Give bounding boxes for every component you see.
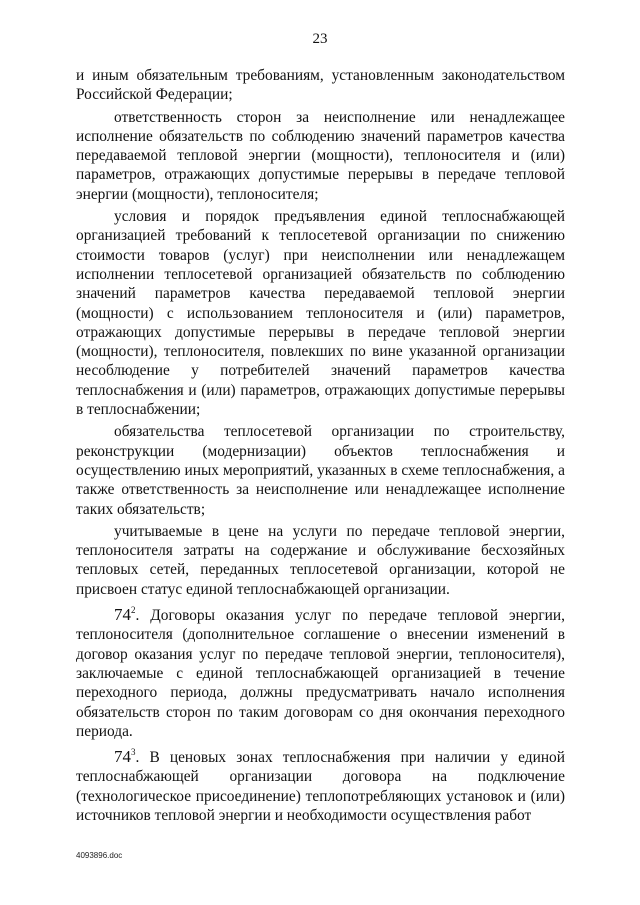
paragraph-conditions: условия и порядок предъявления единой теплоснабжающей организацией требований к теплосетевой организации по снижению стоимости товаров (услуг) при неисполнении или ненадлежащем исполнении теплосетевой организацией обязательств по соблюдению значений параметров качества передаваемой тепловой энергии (мощности) с использованием теплоносителя и (или) параметров, отражающих допустимые перерывы в передаче тепловой энергии (мощности), теплоносителя, повлекших по вине указанной организации несоблюдение у потребителей значений параметров качества теплоснабжения и (или) параметров, отражающих допустимые перерывы в теплоснабжении; — [76, 208, 565, 419]
clause-74-2-text: . Договоры оказания услуг по передаче тепловой энергии, теплоносителя (дополнительное соглашение о внесении изменений в договор оказания услуг по передаче тепловой энергии, теплоносителя), заключаемые с единой теплоснабжающей организацией в течение переходного периода, должны предусматривать начало исполнения обязательств сторон по таким договорам со дня окончания переходного периода. — [76, 607, 565, 740]
clause-74-3-text: . В ценовых зонах теплоснабжения при наличии у единой теплоснабжающей организации договора на подключение (технологическое присоединение) теплопотребляющих установок и (или) источников тепловой энергии и необходимости осуществления работ — [76, 749, 565, 824]
paragraph-responsibility: ответственность сторон за неисполнение или ненадлежащее исполнение обязательств по соблюдению значений параметров качества передаваемой тепловой энергии (мощности), теплоносителя и (или) параметров, отражающих допустимые перерывы в передаче тепловой энергии (мощности), теплоносителя; — [76, 108, 565, 203]
page-number: 23 — [312, 31, 328, 47]
paragraph-continuation: и иным обязательным требованиям, установленным законодательством Российской Федерации; — [76, 67, 565, 104]
paragraph-obligations: обязательства теплосетевой организации по строительству, реконструкции (модернизации) объектов теплоснабжения и осуществлению иных мероприятий, указанных в схеме теплоснабжения, а также ответственность за неисполнение или ненадлежащее исполнение таких обязательств; — [76, 423, 565, 518]
clause-74-3-superscript: 3 — [131, 747, 136, 758]
clause-74-2-number: 74 — [114, 605, 131, 625]
clause-74-2-superscript: 2 — [131, 605, 136, 616]
clause-74-3 — [76, 747, 565, 825]
clause-74-2 — [76, 605, 565, 741]
document-body — [76, 66, 565, 825]
document-filename: 4093896.doc — [76, 851, 123, 860]
paragraph-costs: учитываемые в цене на услуги по передаче тепловой энергии, теплоносителя затраты на содержание и обслуживание бесхозяйных тепловых сетей, переданных теплосетевой организации, которой не присвоен статус единой теплоснабжающей организации. — [76, 522, 565, 598]
clause-74-3-number: 74 — [114, 747, 131, 767]
